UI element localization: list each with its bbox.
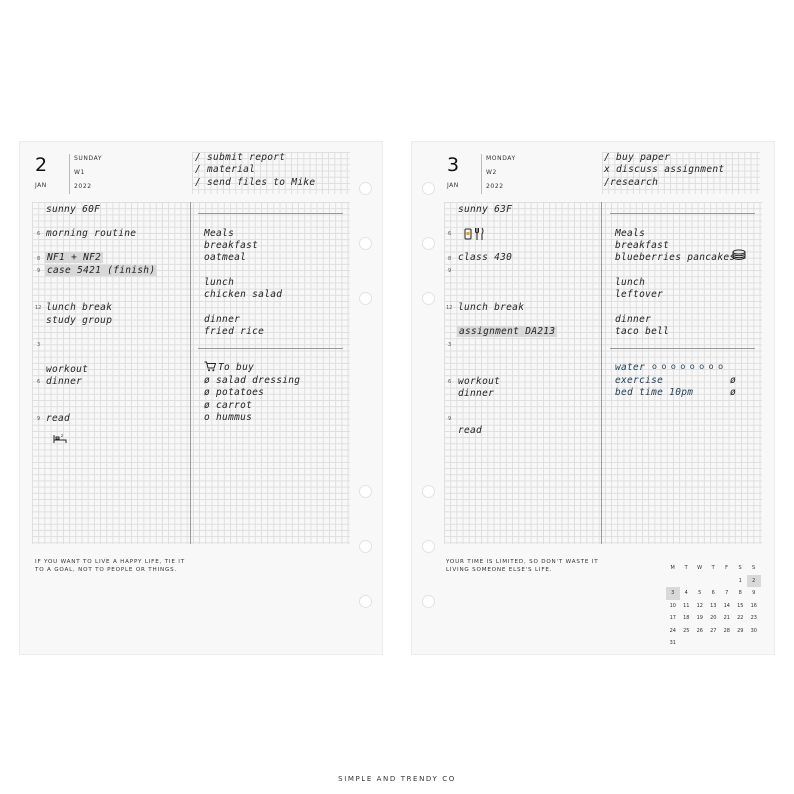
hour-mark: 6 [448, 379, 452, 385]
calendar-day: 17 [669, 615, 676, 621]
calendar-day-highlighted: 2 [747, 575, 761, 588]
binder-hole [422, 595, 435, 608]
calendar-day: 9 [752, 590, 756, 596]
date-header [444, 152, 604, 196]
calendar-weekday: T [711, 565, 715, 571]
calendar-day: 29 [737, 627, 744, 634]
calendar-day: 10 [669, 602, 676, 609]
calendar-day: 14 [723, 602, 730, 609]
calendar-week-row [666, 587, 761, 600]
motivational-quote: YOUR TIME IS LIMITED, SO DON'T WASTE IT LIVING SOMEONE ELSE'S LIFE. [446, 559, 599, 573]
binder-hole [359, 595, 372, 608]
calendar-day [707, 637, 721, 650]
calendar-day: 1 [738, 577, 742, 584]
date-header [32, 152, 192, 196]
calendar-day [720, 637, 734, 650]
day-number: 2 [35, 154, 48, 176]
calendar-day: 5 [698, 590, 702, 596]
calendar-day: 12 [696, 602, 703, 609]
exercise-label: exercise [615, 375, 664, 386]
top-note: / material [195, 164, 256, 175]
hour-mark: 9 [37, 416, 41, 422]
year-label: 2022 [486, 183, 504, 190]
schedule-entry: morning routine [46, 228, 137, 239]
week-label: W1 [74, 169, 85, 176]
meal-label: dinner [204, 314, 241, 325]
meals-title: Meals [615, 228, 646, 239]
binder-hole [359, 292, 372, 305]
notes-divider [198, 348, 343, 349]
calendar-weekday: W [697, 565, 703, 571]
motivational-quote: IF YOU WANT TO LIVE A HAPPY LIFE, TIE IT TO A GOAL, NOT TO PEOPLE OR THINGS. [35, 559, 185, 573]
binder-hole [422, 485, 435, 498]
weather-entry: sunny 60F [46, 204, 101, 215]
calendar-day: 15 [737, 602, 744, 609]
to-buy-item: ø carrot [204, 400, 253, 411]
bedtime-label: bed time 10pm [615, 387, 694, 398]
calendar-weekday: S [752, 565, 756, 571]
hour-mark: 6 [448, 231, 452, 237]
header-divider [481, 154, 482, 194]
to-buy-item: o hummus [204, 412, 253, 423]
calendar-day: 28 [723, 627, 730, 634]
hour-mark: 9 [448, 416, 452, 422]
calendar-day: 27 [710, 627, 717, 634]
meal-entry: chicken salad [204, 289, 283, 300]
calendar-day-highlighted: 3 [666, 587, 680, 600]
binder-hole [422, 182, 435, 195]
schedule-entry: dinner [458, 388, 495, 399]
calendar-day [693, 637, 707, 650]
planner-page-left [20, 142, 382, 654]
to-buy-item: ø salad dressing [204, 375, 301, 386]
mini-calendar [666, 562, 761, 650]
schedule-entry: lunch break [458, 302, 525, 313]
calendar-day: 26 [696, 627, 703, 634]
exercise-check: ø [730, 375, 737, 386]
binder-hole [359, 485, 372, 498]
calendar-day: 23 [750, 615, 757, 621]
calendar-day: 18 [683, 615, 690, 621]
calendar-weekday: S [738, 565, 742, 571]
binder-hole [359, 182, 372, 195]
column-divider [190, 202, 191, 544]
calendar-day: 19 [696, 615, 703, 621]
calendar-day: 13 [710, 602, 717, 609]
meals-title: Meals [204, 228, 235, 239]
meal-entry: taco bell [615, 326, 670, 337]
binder-hole [359, 540, 372, 553]
day-number: 3 [447, 154, 460, 176]
month-label: JAN [35, 182, 47, 189]
to-buy-item: ø potatoes [204, 387, 265, 398]
hour-mark: 8 [37, 256, 41, 262]
calendar-day: 4 [684, 590, 688, 596]
month-label: JAN [447, 182, 459, 189]
calendar-week-row [666, 625, 761, 638]
calendar-day [666, 575, 680, 588]
hour-mark: 9 [37, 268, 41, 274]
planner-page-right [412, 142, 774, 654]
calendar-week-row [666, 612, 761, 625]
week-label: W2 [486, 169, 497, 176]
top-note: x discuss assignment [604, 164, 725, 175]
hour-mark: 8 [448, 256, 452, 262]
calendar-day: 24 [669, 627, 676, 634]
year-label: 2022 [74, 183, 92, 190]
weekday-label: MONDAY [486, 155, 516, 162]
weekday-label: SUNDAY [74, 155, 103, 162]
coffee-and-utensils-icon [464, 227, 486, 241]
to-buy-title: To buy [218, 362, 255, 373]
calendar-day [680, 575, 694, 588]
hour-mark: 6 [37, 231, 41, 237]
calendar-day: 16 [750, 602, 757, 609]
calendar-weekday: M [670, 565, 676, 571]
calendar-day [693, 575, 707, 588]
binder-hole [422, 540, 435, 553]
meal-entry: leftover [615, 289, 664, 300]
meal-label: lunch [204, 277, 235, 288]
calendar-day [734, 637, 748, 650]
binder-hole [422, 292, 435, 305]
calendar-day: 8 [738, 590, 742, 596]
schedule-entry: read [458, 425, 483, 436]
water-tracker-label: water [615, 362, 646, 373]
calendar-week-row [666, 600, 761, 613]
calendar-day: 30 [750, 627, 757, 634]
meal-entry: oatmeal [204, 252, 247, 263]
top-note: / send files to Mike [195, 177, 316, 188]
calendar-day: 22 [737, 615, 744, 621]
hour-mark: 12 [446, 305, 453, 311]
top-note: /research [604, 177, 659, 188]
weather-entry: sunny 63F [458, 204, 513, 215]
calendar-day: 31 [669, 640, 676, 646]
meal-label: lunch [615, 277, 646, 288]
hour-mark: 3 [448, 342, 452, 348]
schedule-entry: read [46, 413, 71, 424]
calendar-day [720, 575, 734, 588]
notes-divider [610, 213, 755, 214]
schedule-entry: study group [46, 315, 113, 326]
schedule-entry: dinner [46, 376, 83, 387]
schedule-entry: class 430 [458, 252, 513, 263]
svg-text:z: z [61, 433, 64, 438]
schedule-entry: workout [458, 376, 501, 387]
notes-divider [610, 348, 755, 349]
schedule-entry: lunch break [46, 302, 113, 313]
bedtime-check: ø [730, 387, 737, 398]
top-note: / submit report [195, 152, 286, 163]
hour-mark: 6 [37, 379, 41, 385]
top-note: / buy paper [604, 152, 671, 163]
calendar-day: 11 [683, 602, 690, 609]
pancakes-icon [731, 249, 747, 261]
meal-entry: fried rice [204, 326, 265, 337]
calendar-header-row [666, 562, 761, 575]
calendar-weekday: T [684, 565, 688, 571]
hour-mark: 12 [35, 305, 42, 311]
column-divider [601, 202, 602, 544]
calendar-week-row [666, 637, 761, 650]
calendar-day [680, 637, 694, 650]
calendar-weekday: F [725, 565, 729, 571]
sleeping-bed-icon [53, 432, 67, 444]
meal-entry: blueberries pancakes [615, 252, 736, 263]
schedule-entry: workout [46, 364, 89, 375]
calendar-day: 25 [683, 627, 690, 634]
schedule-entry: case 5421 (finish) [47, 265, 156, 276]
hour-mark: 9 [448, 268, 452, 274]
calendar-day [747, 637, 761, 650]
binder-hole [422, 237, 435, 250]
calendar-day: 21 [723, 615, 730, 621]
hour-mark: 3 [37, 342, 41, 348]
calendar-day: 6 [711, 590, 715, 596]
brand-footer: SIMPLE AND TRENDY CO [338, 775, 456, 783]
meal-label: dinner [615, 314, 652, 325]
shopping-cart-icon [204, 361, 216, 372]
meal-label: breakfast [615, 240, 670, 251]
calendar-week-row [666, 575, 761, 588]
schedule-entry: assignment DA213 [459, 326, 556, 337]
calendar-day: 7 [725, 590, 729, 596]
meal-label: breakfast [204, 240, 259, 251]
binder-hole [359, 237, 372, 250]
calendar-day [707, 575, 721, 588]
notes-divider [198, 213, 343, 214]
calendar-day: 20 [710, 615, 717, 621]
water-tracker-dots: o o o o o o o o [652, 362, 724, 371]
schedule-entry: NF1 + NF2 [47, 252, 102, 263]
header-divider [69, 154, 70, 194]
